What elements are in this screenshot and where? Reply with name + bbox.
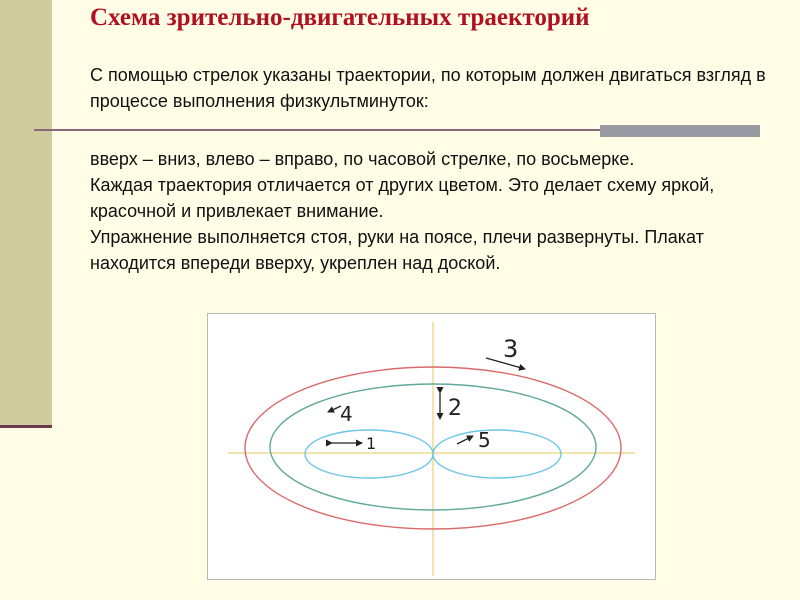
- trajectory-diagram: [207, 313, 656, 580]
- body-text: [90, 146, 770, 276]
- paragraph-colors: Каждая траектория отличается от других цветом. Это делает схему яркой, красочной и привлекает внимание.: [90, 175, 715, 221]
- paragraph-directions: вверх – вниз, влево – вправо, по часовой стрелке, по восьмерке.: [90, 149, 635, 169]
- label-1: 1: [366, 434, 377, 453]
- label-2: 2: [448, 396, 462, 421]
- intro-text: С помощью стрелок указаны траектории, по которым должен двигаться взгляд в процессе выполнения физкультминуток:: [90, 65, 766, 111]
- decorative-side-bar: [0, 0, 52, 427]
- label-4: 4: [340, 402, 353, 426]
- label-5: 5: [478, 428, 491, 452]
- decorative-side-line: [0, 425, 52, 428]
- page-title: Схема зрительно-двигательных траекторий: [90, 4, 590, 31]
- paragraph-exercise: Упражнение выполняется стоя, руки на поясе, плечи развернуты. Плакат находится впереди вверху, укреплен над доской.: [90, 227, 704, 273]
- trajectory-svg: [208, 314, 655, 579]
- divider-accent: [600, 125, 760, 137]
- figure-eight-right-loop: [433, 430, 561, 478]
- arrow-figure-eight: [457, 436, 473, 444]
- label-3: 3: [503, 335, 519, 363]
